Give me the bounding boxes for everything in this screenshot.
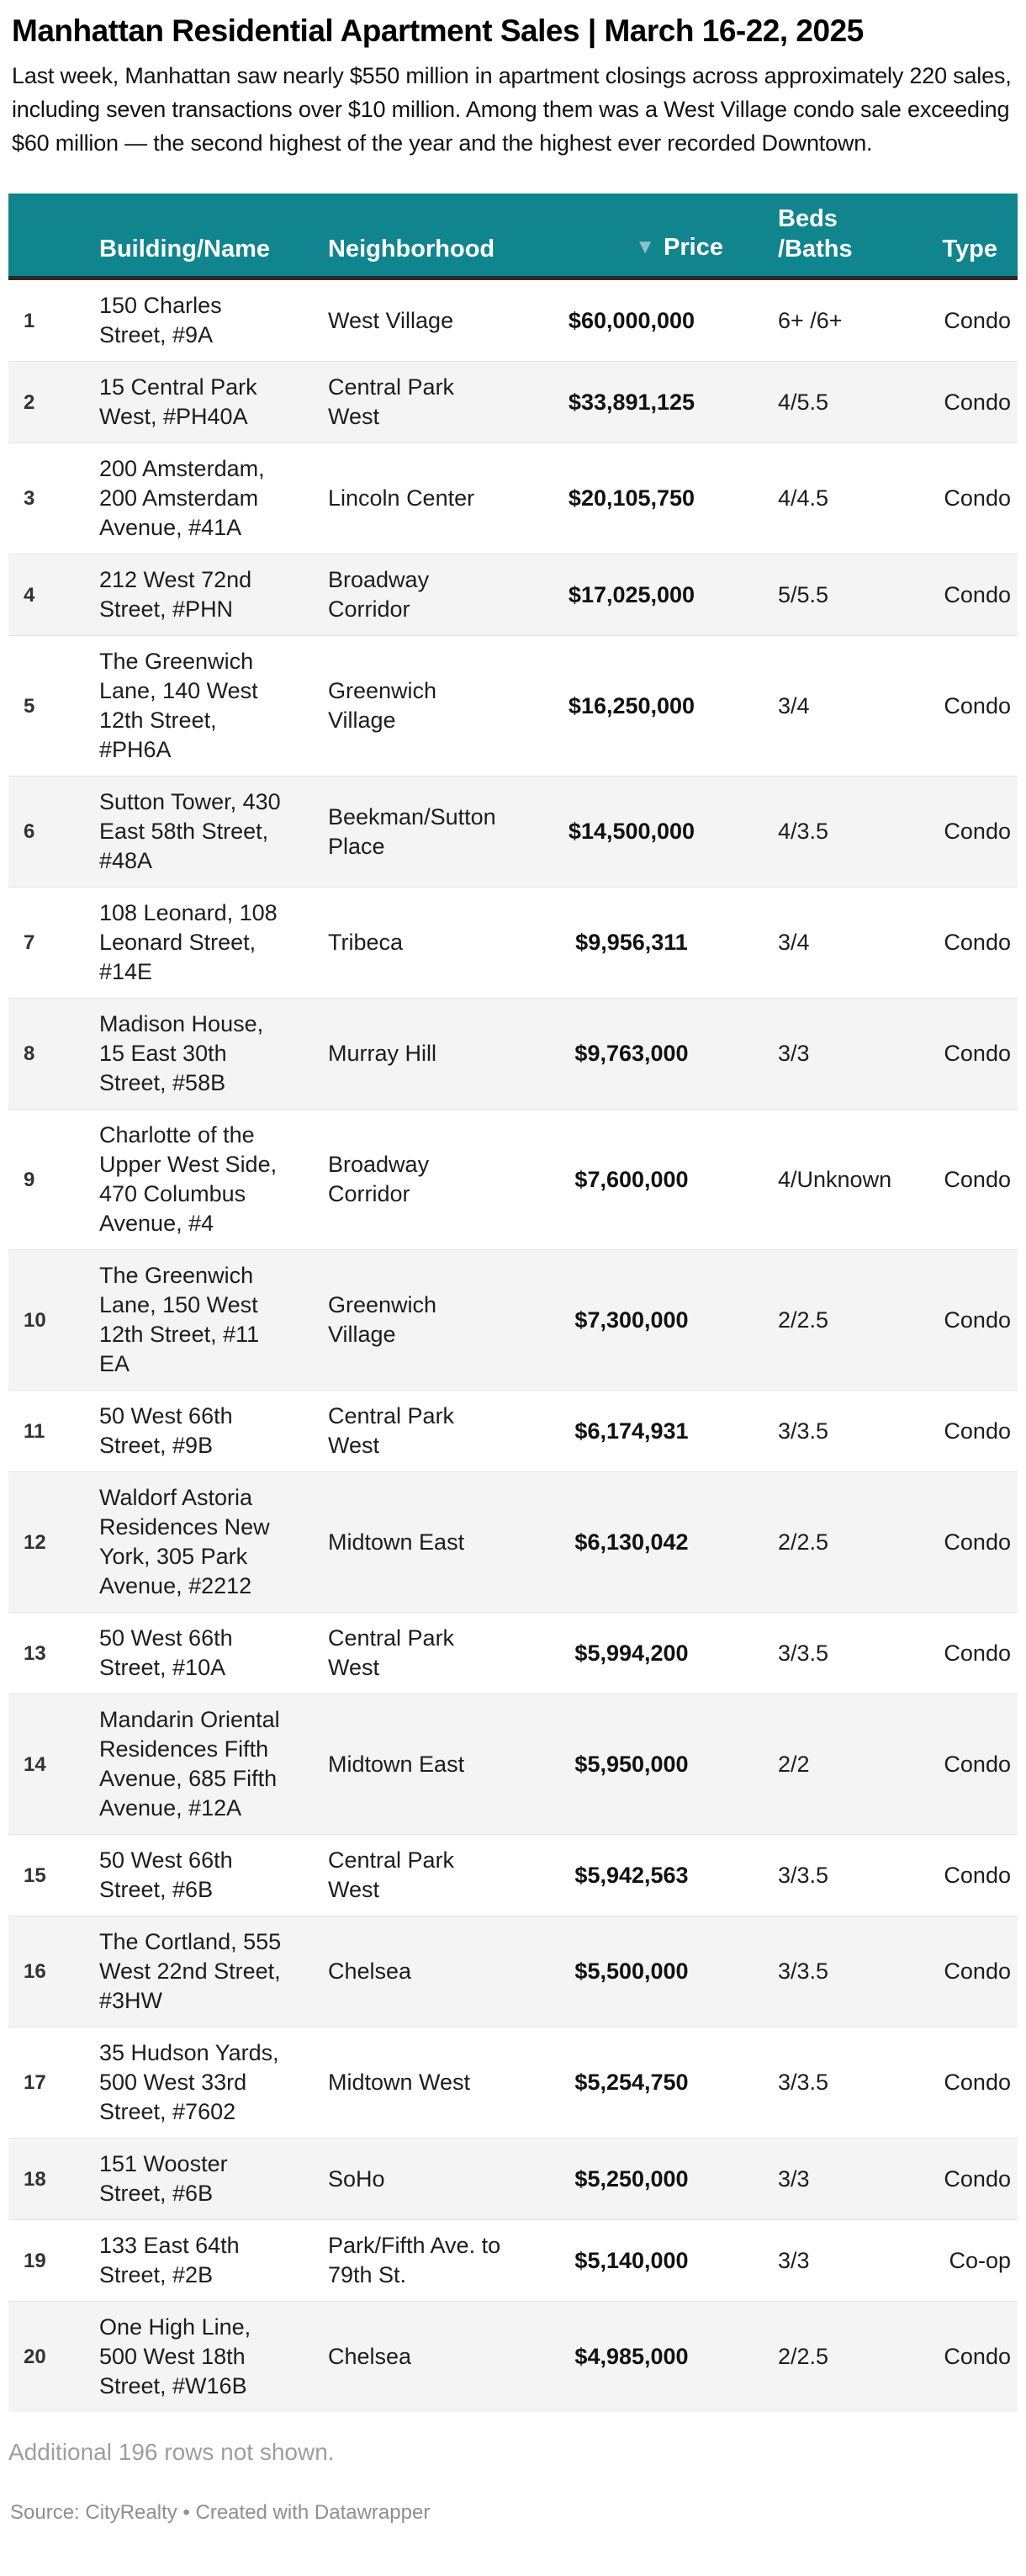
sale-type: Condo [944, 1529, 1011, 1555]
row-index: 1 [24, 309, 35, 332]
building-name: 50 West 66th Street, #10A [99, 1625, 233, 1680]
neighborhood: Broadway Corridor [328, 567, 430, 622]
beds-baths: 6+ /6+ [778, 307, 843, 333]
attribution-separator: • [177, 2501, 196, 2524]
source-link[interactable]: CityRealty [85, 2501, 177, 2524]
sale-type: Condo [944, 2165, 1011, 2192]
col-header-price-label: Price [664, 234, 723, 261]
table-row [8, 1391, 1018, 1472]
sale-price: $7,300,000 [574, 1307, 689, 1333]
beds-baths: 3/3 [778, 1041, 810, 1066]
row-index: 11 [24, 1419, 45, 1443]
sale-price: $16,250,000 [568, 692, 695, 718]
sale-type: Condo [944, 1640, 1011, 1666]
building-name: 50 West 66th Street, #9B [99, 1403, 233, 1458]
sale-price: $6,130,042 [574, 1529, 689, 1555]
table-row [8, 636, 1018, 777]
row-index: 7 [24, 931, 35, 954]
row-index: 3 [24, 487, 35, 510]
table-row [8, 1835, 1018, 1916]
datawrapper-link[interactable]: Datawrapper [314, 2501, 431, 2524]
neighborhood: Broadway Corridor [328, 1152, 430, 1206]
neighborhood: Midtown East [328, 1529, 465, 1555]
sale-type: Condo [944, 1959, 1011, 1984]
building-name: One High Line, 500 West 18th Street, #W16B [99, 2314, 251, 2398]
table-header [8, 193, 1018, 278]
row-index: 2 [24, 390, 35, 414]
sales-table [8, 193, 1018, 2412]
sale-price: $6,174,931 [574, 1418, 689, 1444]
building-name: Madison House, 15 East 30th Street, #58B [99, 1011, 264, 1095]
beds-baths: 3/3 [778, 2247, 810, 2273]
building-name: 150 Charles Street, #9A [99, 293, 222, 347]
page-title: Manhattan Residential Apartment Sales | March 16-22, 2025 [12, 13, 864, 48]
neighborhood: Lincoln Center [328, 485, 475, 511]
col-header-index [8, 193, 93, 278]
sale-price: $7,600,000 [574, 1166, 689, 1192]
sale-type: Condo [944, 1041, 1011, 1066]
sale-type: Condo [944, 307, 1011, 333]
row-index: 20 [24, 2345, 46, 2368]
table-row [8, 278, 1018, 362]
sale-price: $5,254,750 [574, 2070, 689, 2095]
source-label: Source: [10, 2501, 86, 2524]
row-index: 19 [24, 2249, 46, 2272]
beds-baths: 3/4 [778, 930, 810, 955]
created-with-label: Created with [195, 2501, 315, 2524]
row-index: 13 [24, 1641, 46, 1665]
sale-price: $4,985,000 [574, 2344, 689, 2369]
building-name: 108 Leonard, 108 Leonard Street, #14E [99, 900, 278, 984]
sale-price: $33,891,125 [568, 389, 695, 415]
col-header-beds-label-line1: Beds [778, 205, 838, 232]
col-header-building[interactable] [93, 193, 321, 278]
neighborhood: Greenwich Village [328, 1292, 437, 1347]
table-row [8, 777, 1018, 888]
sale-type: Condo [944, 1307, 1011, 1333]
table-row [8, 999, 1018, 1110]
row-index: 15 [24, 1863, 46, 1887]
building-name: 200 Amsterdam, 200 Amsterdam Avenue, #41A [99, 456, 265, 540]
sale-type: Condo [944, 389, 1011, 415]
sale-price: $5,500,000 [574, 1959, 689, 1984]
building-name: Sutton Tower, 430 East 58th Street, #48A [99, 789, 281, 873]
table-row [8, 1250, 1018, 1391]
neighborhood: Central Park West [328, 1403, 455, 1458]
col-header-building-label: Building/Name [99, 236, 271, 262]
sale-type: Condo [944, 819, 1011, 844]
row-index: 5 [24, 694, 35, 718]
beds-baths: 4/3.5 [778, 819, 829, 844]
col-header-beds-label-line2: /Baths [778, 236, 853, 262]
beds-baths: 3/4 [778, 692, 810, 718]
sale-type: Condo [944, 692, 1011, 718]
table-row [8, 2139, 1018, 2220]
neighborhood: Central Park West [328, 1625, 455, 1680]
sale-price: $9,956,311 [575, 930, 688, 955]
table-row [8, 1472, 1018, 1613]
neighborhood: Midtown West [328, 2070, 471, 2095]
beds-baths: 2/2.5 [778, 1529, 829, 1555]
neighborhood: Chelsea [328, 2344, 412, 2369]
table-row [8, 1613, 1018, 1694]
sale-type: Condo [944, 581, 1011, 607]
building-name: 133 East 64th Street, #2B [99, 2233, 240, 2287]
table-row [8, 443, 1018, 554]
row-index: 10 [24, 1308, 46, 1332]
sort-descending-icon: ▼ [635, 236, 656, 258]
neighborhood: Chelsea [328, 1959, 412, 1984]
sale-price: $20,105,750 [568, 485, 695, 511]
neighborhood: Central Park West [328, 374, 455, 429]
neighborhood: Beekman/Sutton Place [328, 803, 496, 859]
attribution-line [10, 2501, 1026, 2525]
building-name: Charlotte of the Upper West Side, 470 Columbus Avenue, #4 [99, 1122, 278, 1236]
table-row [8, 554, 1018, 636]
table-row [8, 362, 1018, 443]
beds-baths: 4/Unknown [778, 1166, 892, 1192]
neighborhood: Murray Hill [328, 1041, 437, 1066]
building-name: Mandarin Oriental Residences Fifth Avenue, 685 Fifth Avenue, #12A [99, 1707, 280, 1821]
sale-price: $17,025,000 [568, 581, 695, 607]
table-row [8, 1694, 1018, 1835]
datawrapper-table-page [0, 13, 1026, 2525]
beds-baths: 2/2.5 [778, 1307, 829, 1333]
sale-price: $5,950,000 [574, 1751, 689, 1777]
building-name: The Greenwich Lane, 150 West 12th Street, #11 EA [99, 1263, 260, 1376]
sale-type: Condo [944, 930, 1011, 955]
beds-baths: 2/2 [778, 1751, 810, 1777]
table-row [8, 2027, 1018, 2139]
building-name: 50 West 66th Street, #6B [99, 1847, 233, 1902]
sale-price: $9,763,000 [574, 1041, 689, 1066]
neighborhood: Central Park West [328, 1847, 455, 1902]
row-index: 18 [24, 2167, 46, 2191]
sale-price: $5,140,000 [574, 2247, 689, 2273]
table-row [8, 888, 1018, 999]
header-row [8, 193, 1018, 278]
rows-not-shown-note: Additional 196 rows not shown. [8, 2439, 335, 2465]
table-body [8, 278, 1018, 2413]
row-index: 17 [24, 2071, 46, 2094]
row-index: 9 [24, 1168, 35, 1191]
sale-type: Condo [944, 1751, 1011, 1777]
row-index: 12 [24, 1530, 46, 1554]
beds-baths: 3/3 [778, 2165, 810, 2192]
sale-type: Condo [944, 2070, 1011, 2095]
beds-baths: 3/3.5 [778, 1418, 829, 1444]
sale-type: Co-op [949, 2247, 1011, 2273]
sale-price: $5,942,563 [574, 1862, 689, 1888]
table-row [8, 2302, 1018, 2413]
sale-type: Condo [944, 2344, 1011, 2369]
neighborhood: SoHo [328, 2165, 385, 2192]
sale-price: $60,000,000 [568, 307, 695, 333]
col-header-beds-baths[interactable] [740, 193, 900, 278]
col-header-neighborhood-label: Neighborhood [328, 236, 495, 262]
beds-baths: 5/5.5 [778, 581, 829, 607]
sale-type: Condo [944, 485, 1011, 511]
col-header-neighborhood[interactable] [321, 193, 523, 278]
table-row [8, 1110, 1018, 1250]
neighborhood: West Village [328, 307, 454, 333]
building-name: 151 Wooster Street, #6B [99, 2151, 228, 2206]
building-name: 35 Hudson Yards, 500 West 33rd Street, #7602 [99, 2040, 279, 2124]
neighborhood: Tribeca [328, 930, 404, 955]
table-row [8, 1916, 1018, 2027]
building-name: Waldorf Astoria Residences New York, 305 Park Avenue, #2212 [99, 1485, 270, 1598]
beds-baths: 4/4.5 [778, 485, 829, 511]
col-header-type-label: Type [942, 236, 997, 262]
neighborhood: Greenwich Village [328, 678, 437, 733]
neighborhood: Midtown East [328, 1751, 465, 1777]
beds-baths: 3/3.5 [778, 1862, 829, 1888]
col-header-price[interactable] [523, 193, 740, 278]
sale-price: $5,994,200 [574, 1640, 689, 1666]
beds-baths: 3/3.5 [778, 2070, 829, 2095]
building-name: The Greenwich Lane, 140 West 12th Street, #PH6A [99, 649, 258, 762]
sale-type: Condo [944, 1862, 1011, 1888]
col-header-type[interactable] [900, 193, 1018, 278]
building-name: 212 West 72nd Street, #PHN [99, 567, 252, 622]
row-index: 4 [24, 583, 35, 607]
intro-text: Last week, Manhattan saw nearly $550 million in apartment closings across approximately 220 sales, including seven transactions over $10 million. Among them was a West Village condo sale exceeding $60 million — the second highest of the year and the highest ever recorded Downtown. [12, 63, 1012, 156]
beds-baths: 4/5.5 [778, 389, 829, 415]
sale-type: Condo [944, 1418, 1011, 1444]
sale-price: $14,500,000 [568, 819, 695, 844]
sale-type: Condo [944, 1166, 1011, 1192]
building-name: 15 Central Park West, #PH40A [99, 374, 257, 429]
row-index: 16 [24, 1960, 46, 1983]
beds-baths: 3/3.5 [778, 1959, 829, 1984]
beds-baths: 3/3.5 [778, 1640, 829, 1666]
table-row [8, 2220, 1018, 2302]
building-name: The Cortland, 555 West 22nd Street, #3HW [99, 1929, 282, 2013]
row-index: 14 [24, 1752, 46, 1776]
neighborhood: Park/Fifth Ave. to 79th St. [328, 2233, 501, 2287]
beds-baths: 2/2.5 [778, 2344, 829, 2369]
row-index: 8 [24, 1042, 35, 1065]
sale-price: $5,250,000 [574, 2165, 689, 2192]
row-index: 6 [24, 820, 35, 843]
